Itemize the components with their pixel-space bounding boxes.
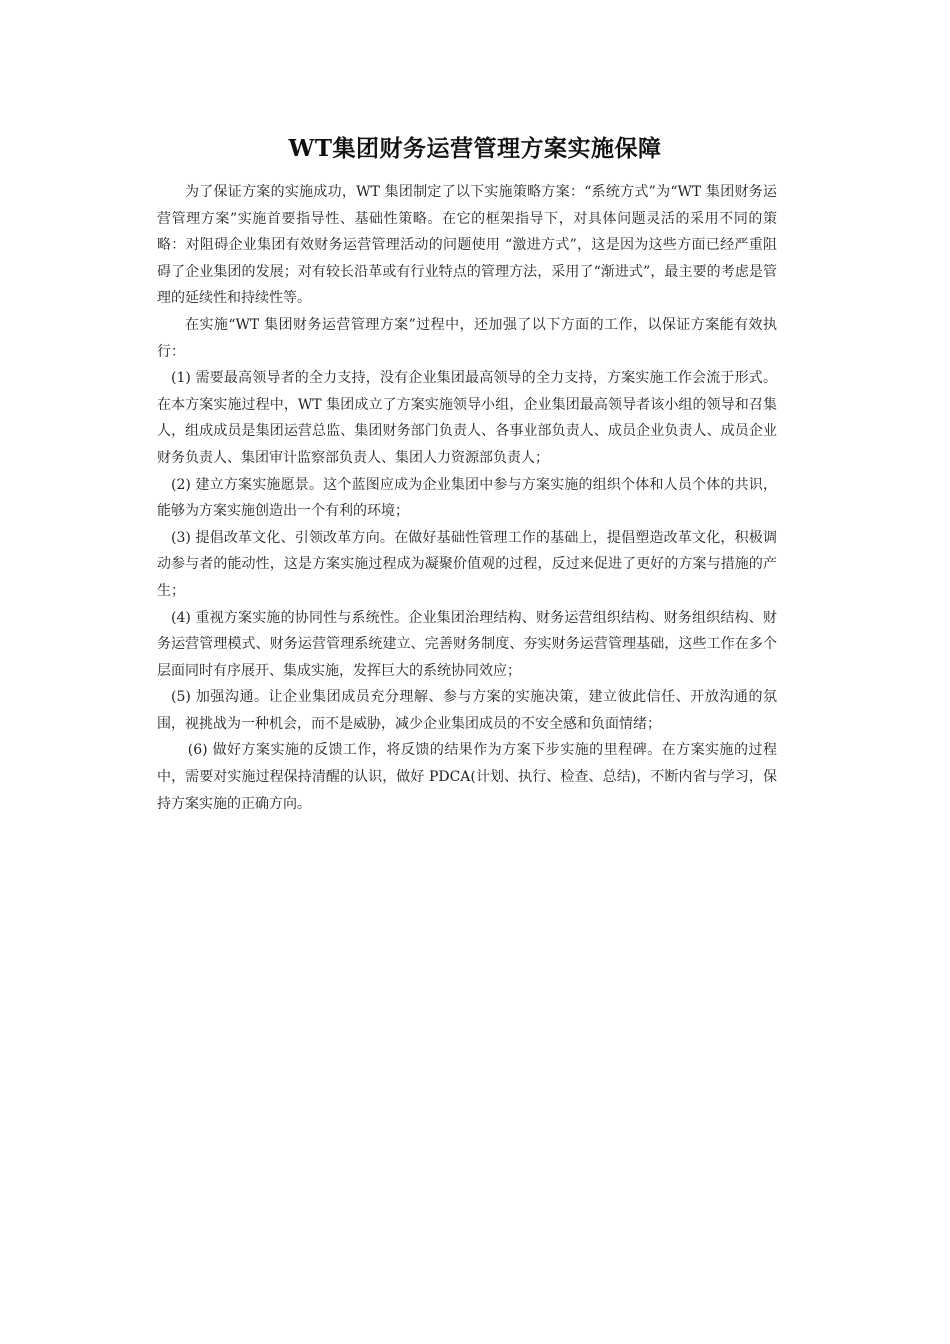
paragraph-item-1: (1) 需要最高领导者的全力支持，没有企业集团最高领导的全力支持，方案实施工作会流于形式。在本方案实施过程中，WT 集团成立了方案实施领导小组，企业集团最高领导者该小组的领导和召集人，组成成员是集团运营总监、集团财务部门负责人、各事业部负责人、成员企业负责人、成员企业财务负责人、集团审计监察部负责人、集团人力资源部负责人； <box>157 370 777 466</box>
paragraph-item-5: (5) 加强沟通。让企业集团成员充分理解、参与方案的实施决策，建立彼此信任、开放沟通的氛围，视挑战为一种机会，而不是威胁，减少企业集团成员的不安全感和负面情绪； <box>157 689 777 732</box>
paragraph-item-6: (6) 做好方案实施的反馈工作，将反馈的结果作为方案下步实施的里程碑。在方案实施的过程中，需要对实施过程保持清醒的认识，做好 PDCA(计划、执行、检查、总结)，不断内省与学习，保持方案实施的正确方向。 <box>157 742 777 812</box>
paragraph-intro: 为了保证方案的实施成功，WT 集团制定了以下实施策略方案：“系统方式”为“WT 集团财务运营管理方案”实施首要指导性、基础性策略。在它的框架指导下，对具体问题灵活的采用不同的策略：对阻碍企业集团有效财务运营管理活动的问题使用 “激进方式”，这是因为这些方面已经严重阻碍了企业集团的发展；对有较长沿革或有行业特点的管理方法，采用了“渐进式”，最主要的考虑是管理的延续性和持续性等。 <box>157 184 777 307</box>
document-body <box>157 179 777 817</box>
paragraph-measures-intro: 在实施“WT 集团财务运营管理方案”过程中，还加强了以下方面的工作，以保证方案能有效执行： <box>157 316 777 360</box>
paragraph-item-3: (3) 提倡改革文化、引领改革方向。在做好基础性管理工作的基础上，提倡塑造改革文化，积极调动参与者的能动性，这是方案实施过程成为凝聚价值观的过程，反过来促进了更好的方案与措施的产生； <box>157 529 777 599</box>
paragraph-item-4: (4) 重视方案实施的协同性与系统性。企业集团治理结构、财务运营组织结构、财务组织结构、财务运营管理模式、财务运营管理系统建立、完善财务制度、夯实财务运营管理基础，这些工作在多个层面同时有序展开、集成实施，发挥巨大的系统协同效应； <box>157 609 777 679</box>
paragraph-item-2: (2) 建立方案实施愿景。这个蓝图应成为企业集团中参与方案实施的组织个体和人员个体的共识，能够为方案实施创造出一个有利的环境； <box>157 476 777 520</box>
document-title: WT集团财务运营管理方案实施保障 <box>288 135 662 162</box>
